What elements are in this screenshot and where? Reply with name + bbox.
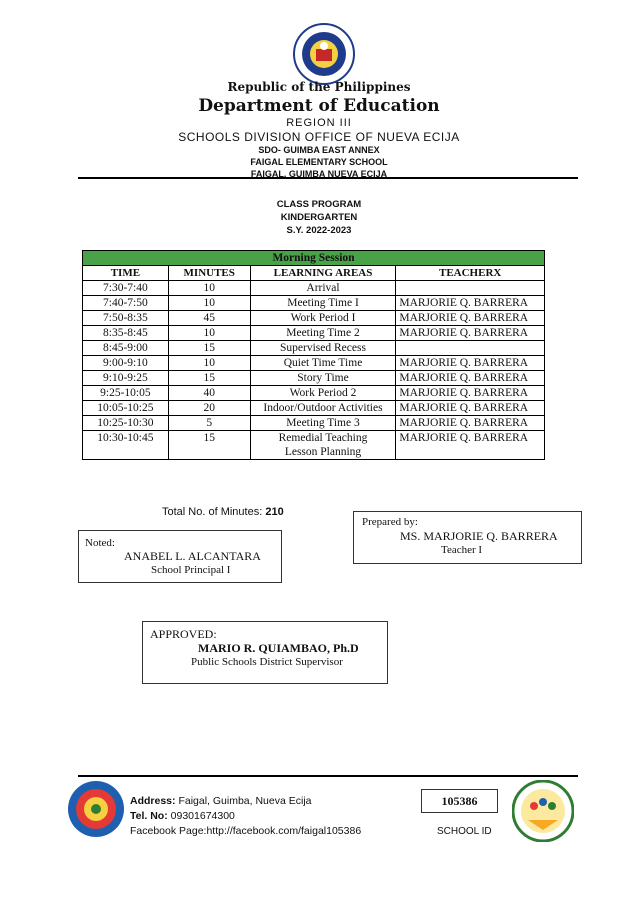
total-minutes-value: 210 [265, 506, 284, 518]
approved-label: APPROVED: [150, 627, 217, 641]
cell-minutes: 45 [168, 311, 250, 326]
tel-value: 09301674300 [170, 810, 235, 822]
approved-box [142, 621, 388, 684]
table-row [83, 431, 545, 460]
cell-teacher: MARJORIE Q. BARRERA [396, 311, 545, 326]
cell-minutes: 10 [168, 281, 250, 296]
cell-learning-area [250, 356, 396, 371]
header-divider [78, 177, 578, 179]
prepared-box [353, 511, 582, 564]
cell-teacher [396, 281, 545, 296]
address-label: Address: [130, 795, 176, 807]
column-header-learning-areas: LEARNING AREAS [250, 266, 396, 281]
noted-box [78, 530, 282, 583]
table-row [83, 371, 545, 386]
approved-title: Public Schools District Supervisor [191, 656, 343, 668]
noted-name: ANABEL L. ALCANTARA [124, 549, 261, 563]
cell-learning-area [250, 371, 396, 386]
table-row [83, 296, 545, 311]
cell-teacher: MARJORIE Q. BARRERA [396, 386, 545, 401]
cell-minutes: 15 [168, 431, 250, 460]
cell-time: 7:40-7:50 [83, 296, 169, 311]
learning-area-text: Meeting Time I [287, 297, 359, 309]
header-school: FAIGAL ELEMENTARY SCHOOL [250, 157, 388, 167]
approved-name: MARIO R. QUIAMBAO, Ph.D [198, 641, 359, 655]
cell-learning-area [250, 401, 396, 416]
learning-area-text: Arrival [306, 282, 340, 294]
cell-teacher: MARJORIE Q. BARRERA [396, 431, 545, 460]
cell-learning-area [250, 281, 396, 296]
table-row [83, 326, 545, 341]
cell-time: 8:35-8:45 [83, 326, 169, 341]
cell-minutes: 40 [168, 386, 250, 401]
learning-area-text: Work Period I [290, 312, 356, 324]
learning-area-text: Meeting Time 3 [286, 417, 360, 429]
cell-teacher: MARJORIE Q. BARRERA [396, 326, 545, 341]
session-header: Morning Session [83, 251, 545, 266]
header-district: SDO- GUIMBA EAST ANNEX [258, 145, 380, 155]
cell-time: 8:45-9:00 [83, 341, 169, 356]
learning-area-text: Indoor/Outdoor Activities [263, 402, 383, 414]
learning-area-text: Meeting Time 2 [286, 327, 360, 339]
learning-area-text: Supervised Recess [280, 342, 366, 354]
cell-minutes: 20 [168, 401, 250, 416]
cell-time: 10:05-10:25 [83, 401, 169, 416]
cell-minutes: 10 [168, 326, 250, 341]
prepared-title: Teacher I [441, 544, 483, 556]
table-row [83, 341, 545, 356]
total-minutes-label: Total No. of Minutes: [162, 506, 263, 518]
cell-time: 9:10-9:25 [83, 371, 169, 386]
table-row [83, 386, 545, 401]
cell-minutes: 10 [168, 356, 250, 371]
table-row [83, 281, 545, 296]
child-friendly-school-logo-icon [512, 780, 574, 842]
prepared-name: MS. MARJORIE Q. BARRERA [400, 529, 558, 543]
header-region: REGION III [286, 117, 352, 129]
cell-learning-area [250, 326, 396, 341]
learning-area-text: Work Period 2 [289, 387, 357, 399]
column-header-teacher: TEACHERX [396, 266, 545, 281]
facebook-link[interactable]: Facebook Page:http://facebook.com/faigal105386 [130, 825, 362, 837]
learning-area-text: Remedial Teaching [278, 432, 368, 444]
prepared-label: Prepared by: [362, 516, 418, 528]
cell-learning-area [250, 341, 396, 356]
school-logo-icon [67, 780, 125, 838]
cell-learning-area [250, 296, 396, 311]
noted-title: School Principal I [151, 564, 231, 576]
total-minutes [162, 506, 284, 518]
cell-teacher: MARJORIE Q. BARRERA [396, 416, 545, 431]
learning-area-text: Quiet Time Time [283, 357, 363, 369]
table-row [83, 416, 545, 431]
footer-divider [78, 775, 578, 777]
cell-learning-area [250, 431, 396, 460]
cell-time: 7:30-7:40 [83, 281, 169, 296]
cell-learning-area [250, 386, 396, 401]
cell-learning-area [250, 311, 396, 326]
schedule-table [82, 250, 545, 460]
program-grade: KINDERGARTEN [280, 212, 358, 223]
header-division: SCHOOLS DIVISION OFFICE OF NUEVA ECIJA [178, 130, 460, 144]
cell-teacher: MARJORIE Q. BARRERA [396, 401, 545, 416]
learning-area-text: Story Time [297, 372, 349, 384]
table-row [83, 311, 545, 326]
cell-minutes: 5 [168, 416, 250, 431]
cell-minutes: 15 [168, 371, 250, 386]
cell-time: 10:25-10:30 [83, 416, 169, 431]
noted-label: Noted: [85, 537, 115, 549]
learning-area-text-secondary: Lesson Planning [284, 446, 362, 458]
cell-teacher: MARJORIE Q. BARRERA [396, 356, 545, 371]
table-row [83, 401, 545, 416]
cell-teacher: MARJORIE Q. BARRERA [396, 296, 545, 311]
cell-learning-area [250, 416, 396, 431]
header-department: Department of Education [198, 96, 440, 116]
cell-minutes: 10 [168, 296, 250, 311]
cell-time: 9:25-10:05 [83, 386, 169, 401]
table-row [83, 356, 545, 371]
cell-teacher: MARJORIE Q. BARRERA [396, 371, 545, 386]
cell-teacher [396, 341, 545, 356]
program-school-year: S.Y. 2022-2023 [286, 225, 352, 236]
school-id-value: 105386 [421, 789, 498, 813]
header-location: FAIGAL, GUIMBA NUEVA ECIJA [250, 169, 388, 179]
program-title: CLASS PROGRAM [276, 199, 362, 210]
header-republic: Republic of the Philippines [227, 80, 411, 94]
schedule-body [83, 281, 545, 460]
column-header-minutes: MINUTES [168, 266, 250, 281]
column-header-time: TIME [83, 266, 169, 281]
cell-time: 9:00-9:10 [83, 356, 169, 371]
footer-contact [130, 794, 361, 839]
cell-time: 7:50-8:35 [83, 311, 169, 326]
deped-seal-icon [292, 22, 356, 86]
address-value: Faigal, Guimba, Nueva Ecija [178, 795, 312, 807]
cell-minutes: 15 [168, 341, 250, 356]
tel-label: Tel. No: [130, 810, 168, 822]
school-id-label: SCHOOL ID [437, 826, 492, 837]
cell-time: 10:30-10:45 [83, 431, 169, 460]
